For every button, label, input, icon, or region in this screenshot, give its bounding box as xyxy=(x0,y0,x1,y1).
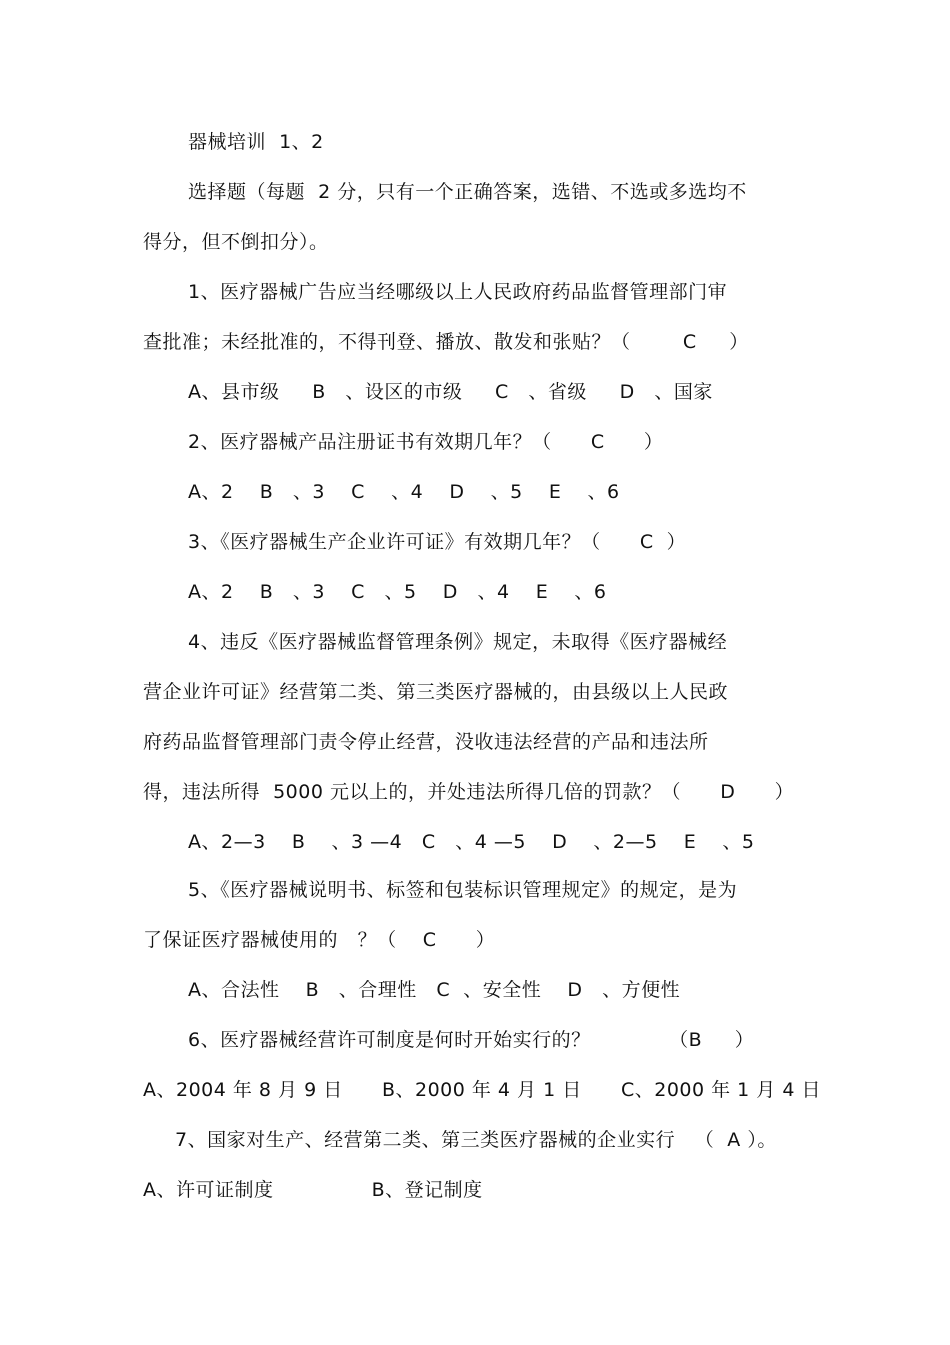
question-1-line-2: 查批准；未经批准的，不得刊登、播放、散发和张贴？（ C ） xyxy=(143,331,749,353)
question-2-options: A、2 B 、3 C 、4 D 、5 E 、6 xyxy=(188,481,620,503)
question-6: 6、医疗器械经营许可制度是何时开始实行的？ （B ） xyxy=(188,1029,755,1051)
question-5-options: A、合法性 B 、合理性 C 、安全性 D 、方便性 xyxy=(188,979,681,1001)
document-title: 器械培训 1、2 xyxy=(188,131,324,153)
instruction-line-1: 选择题（每题 2 分，只有一个正确答案，选错、不选或多选均不 xyxy=(188,181,747,203)
question-5-line-2: 了保证医疗器械使用的 ？（ C ） xyxy=(143,929,496,951)
question-3: 3、《医疗器械生产企业许可证》有效期几年？（ C ） xyxy=(188,531,687,553)
question-3-options: A、2 B 、3 C 、5 D 、4 E 、6 xyxy=(188,581,607,603)
question-1-line-1: 1、医疗器械广告应当经哪级以上人民政府药品监督管理部门审 xyxy=(188,281,728,303)
question-7-options: A、许可证制度 B、登记制度 xyxy=(143,1179,483,1201)
question-4-line-1: 4、违反《医疗器械监督管理条例》规定，未取得《医疗器械经 xyxy=(188,631,728,653)
question-4-line-4: 得，违法所得 5000 元以上的，并处违法所得几倍的罚款？（ D ） xyxy=(143,781,795,803)
question-6-options: A、2004 年 8 月 9 日 B、2000 年 4 月 1 日 C、2000 年 1 月 4 日 xyxy=(143,1079,821,1101)
question-4-options: A、2—3 B 、3 —4 C 、4 —5 D 、2—5 E 、5 xyxy=(188,831,755,853)
question-4-line-2: 营企业许可证》经营第二类、第三类医疗器械的，由县级以上人民政 xyxy=(143,681,729,703)
question-4-line-3: 府药品监督管理部门责令停止经营，没收违法经营的产品和违法所 xyxy=(143,731,709,753)
instruction-line-2: 得分，但不倒扣分）。 xyxy=(143,231,329,253)
question-2: 2、医疗器械产品注册证书有效期几年？（ C ） xyxy=(188,431,664,453)
question-1-options: A、县市级 B 、设区的市级 C 、省级 D 、国家 xyxy=(188,381,713,403)
question-5-line-1: 5、《医疗器械说明书、标签和包装标识管理规定》的规定，是为 xyxy=(188,879,738,901)
question-7: 7、国家对生产、经营第二类、第三类医疗器械的企业实行 （ A ）。 xyxy=(175,1129,777,1151)
